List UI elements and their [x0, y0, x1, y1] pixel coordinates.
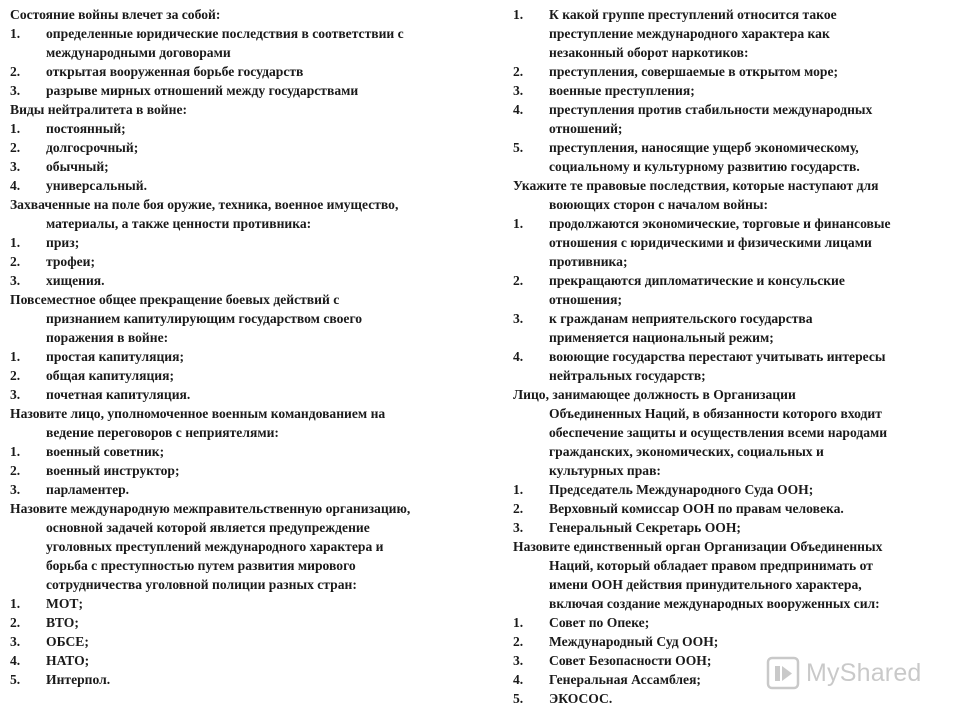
option-text-continued: отношения с юридическими и физическими лицами	[549, 235, 872, 250]
question-text: Лицо, занимающее должность в Организации	[513, 387, 796, 402]
answer-option	[10, 613, 485, 632]
option-text-continued: международными договорами	[46, 45, 231, 60]
answer-option	[513, 347, 958, 366]
option-text: Совет по Опеке;	[549, 615, 650, 630]
answer-option	[10, 442, 485, 461]
option-text: Председатель Международного Суда ООН;	[549, 482, 814, 497]
option-text: НАТО;	[46, 653, 90, 668]
answer-option	[513, 632, 958, 651]
option-text: Интерпол.	[46, 672, 111, 687]
question-text: Захваченные на поле боя оружие, техника, военное имущество,	[10, 197, 399, 212]
question-text-continued: имени ООН действия принудительного характера,	[549, 577, 862, 592]
answer-option	[10, 176, 485, 195]
option-number: 4.	[513, 672, 524, 687]
option-text: военный советник;	[46, 444, 165, 459]
option-number: 3.	[10, 159, 21, 174]
answer-option	[10, 347, 485, 366]
option-text-continued: противника;	[549, 254, 628, 269]
option-number: 5.	[513, 140, 524, 155]
answer-option	[513, 214, 958, 233]
question-text-line: К какой группе преступлений относится такое	[549, 7, 837, 22]
option-text-continued: нейтральных государств;	[549, 368, 706, 383]
question-text-continued: воюющих сторон с началом войны:	[549, 197, 769, 212]
option-text: военные преступления;	[549, 83, 695, 98]
answer-option	[10, 157, 485, 176]
answer-option	[513, 62, 958, 81]
answer-option	[513, 81, 958, 100]
option-text-continued: отношений;	[549, 121, 623, 136]
option-number: 2.	[10, 254, 21, 269]
option-text: к гражданам неприятельского государства	[549, 311, 813, 326]
option-text: военный инструктор;	[46, 463, 180, 478]
right-column	[513, 5, 958, 708]
question-text: Укажите те правовые последствия, которые наступают для	[513, 178, 879, 193]
option-number: 3.	[10, 634, 21, 649]
question-text-continued: Наций, который обладает правом предпринимать от	[549, 558, 873, 573]
answer-option	[513, 499, 958, 518]
option-number: 3.	[513, 653, 524, 668]
option-text-continued: применяется национальный режим;	[549, 330, 774, 345]
answer-option	[10, 461, 485, 480]
answer-option	[513, 480, 958, 499]
option-text: общая капитуляция;	[46, 368, 175, 383]
option-text: парламентер.	[46, 482, 130, 497]
option-number: 2.	[513, 501, 524, 516]
answer-option	[513, 271, 958, 290]
option-number: 1.	[10, 444, 21, 459]
option-text: простая капитуляция;	[46, 349, 185, 364]
answer-option	[10, 632, 485, 651]
answer-option	[10, 271, 485, 290]
question-text	[513, 5, 958, 24]
myshared-watermark	[766, 655, 922, 691]
option-number: 2.	[513, 64, 524, 79]
answer-option	[10, 119, 485, 138]
option-number: 3.	[10, 83, 21, 98]
option-text: преступления, наносящие ущерб экономическому,	[549, 140, 859, 155]
option-text: ВТО;	[46, 615, 79, 630]
option-number: 2.	[10, 615, 21, 630]
option-text: воюющие государства перестают учитывать интересы	[549, 349, 886, 364]
answer-option	[10, 651, 485, 670]
option-text: трофеи;	[46, 254, 95, 269]
option-text: приз;	[46, 235, 80, 250]
answer-option	[10, 366, 485, 385]
option-number: 4.	[513, 349, 524, 364]
option-text: почетная капитуляция.	[46, 387, 191, 402]
question-text-continued: борьба с преступностью путем развития мирового	[46, 558, 356, 573]
option-number: 5.	[513, 691, 524, 706]
question-text-continued: включая создание международных вооруженных сил:	[549, 596, 880, 611]
question-text: Назовите международную межправительственную организацию,	[10, 501, 411, 516]
answer-option	[10, 24, 485, 43]
option-text: ОБСЕ;	[46, 634, 89, 649]
option-number: 2.	[10, 64, 21, 79]
option-text-continued: отношения;	[549, 292, 622, 307]
answer-option	[513, 138, 958, 157]
answer-option	[10, 252, 485, 271]
option-number: 3.	[10, 273, 21, 288]
option-number: 3.	[10, 482, 21, 497]
option-number: 2.	[513, 634, 524, 649]
option-number: 4.	[10, 653, 21, 668]
left-column	[10, 5, 485, 689]
answer-option	[10, 480, 485, 499]
option-text: обычный;	[46, 159, 109, 174]
option-number: 2.	[513, 273, 524, 288]
option-text: хищения.	[46, 273, 105, 288]
option-number: 1.	[10, 596, 21, 611]
question-text-continued: преступление международного характера как	[549, 26, 830, 41]
answer-option	[10, 62, 485, 81]
option-number: 3.	[513, 311, 524, 326]
watermark-text: MyShared	[806, 658, 922, 687]
question-text-continued: признанием капитулирующим государством своего	[46, 311, 363, 326]
option-number: 1.	[10, 235, 21, 250]
option-number: 2.	[10, 140, 21, 155]
option-text: Верховный комиссар ООН по правам человека.	[549, 501, 844, 516]
option-text: открытая вооруженная борьбе государств	[46, 64, 304, 79]
answer-option	[10, 385, 485, 404]
option-number: 1.	[513, 615, 524, 630]
option-text: универсальный.	[46, 178, 148, 193]
answer-option	[10, 138, 485, 157]
answer-option	[513, 613, 958, 632]
option-text: определенные юридические последствия в соответствии с	[46, 26, 404, 41]
option-text: ЭКОСОС.	[549, 691, 613, 706]
question-text-continued: незаконный оборот наркотиков:	[549, 45, 749, 60]
question-text-continued: уголовных преступлений международного характера и	[46, 539, 384, 554]
question-text-continued: сотрудничества уголовной полиции разных стран:	[46, 577, 357, 592]
question-text-continued: Объединенных Наций, в обязанности которого входит	[549, 406, 882, 421]
option-text: постоянный;	[46, 121, 126, 136]
option-text: преступления, совершаемые в открытом море;	[549, 64, 838, 79]
answer-option	[513, 100, 958, 119]
option-number: 5.	[10, 672, 21, 687]
option-number: 1.	[10, 349, 21, 364]
answer-option	[10, 670, 485, 689]
question-text-continued: культурных прав:	[549, 463, 661, 478]
option-text: разрыве мирных отношений между государствами	[46, 83, 359, 98]
option-number: 3.	[10, 387, 21, 402]
answer-option	[10, 233, 485, 252]
option-text: прекращаются дипломатические и консульские	[549, 273, 845, 288]
question-text: Назовите лицо, уполномоченное военным командованием на	[10, 406, 386, 421]
question-text-continued: ведение переговоров с неприятелями:	[46, 425, 279, 440]
question-text: Виды нейтралитета в войне:	[10, 102, 188, 117]
option-number: 2.	[10, 368, 21, 383]
option-text: долгосрочный;	[46, 140, 139, 155]
option-number: 4.	[10, 178, 21, 193]
question-text-continued: обеспечение защиты и осуществления всеми народами	[549, 425, 888, 440]
question-text-continued: поражения в войне:	[46, 330, 169, 345]
option-text: Международный Суд ООН;	[549, 634, 719, 649]
option-text-continued: социальному и культурному развитию государств.	[549, 159, 860, 174]
answer-option	[513, 309, 958, 328]
option-number: 1.	[10, 121, 21, 136]
question-text-continued: материалы, а также ценности противника:	[46, 216, 312, 231]
option-number: 2.	[10, 463, 21, 478]
option-number: 3.	[513, 83, 524, 98]
question-text: Назовите единственный орган Организации Объединенных	[513, 539, 883, 554]
answer-option	[513, 689, 958, 708]
option-number: 3.	[513, 520, 524, 535]
option-text: продолжаются экономические, торговые и финансовые	[549, 216, 891, 231]
option-text: МОТ;	[46, 596, 83, 611]
option-text: Совет Безопасности ООН;	[549, 653, 712, 668]
option-number: 1.	[513, 216, 524, 231]
option-number: 1.	[513, 7, 524, 22]
answer-option	[10, 594, 485, 613]
option-text: преступления против стабильности международных	[549, 102, 873, 117]
option-text: Генеральная Ассамблея;	[549, 672, 701, 687]
option-text: Генеральный Секретарь ООН;	[549, 520, 741, 535]
question-text-continued: гражданских, экономических, социальных и	[549, 444, 824, 459]
answer-option	[513, 518, 958, 537]
myshared-logo-icon	[766, 656, 800, 690]
option-number: 1.	[513, 482, 524, 497]
question-text: Состояние войны влечет за собой:	[10, 7, 221, 22]
question-text: Повсеместное общее прекращение боевых действий с	[10, 292, 340, 307]
question-text-continued: основной задачей которой является предупреждение	[46, 520, 370, 535]
answer-option	[10, 81, 485, 100]
option-number: 1.	[10, 26, 21, 41]
option-number: 4.	[513, 102, 524, 117]
